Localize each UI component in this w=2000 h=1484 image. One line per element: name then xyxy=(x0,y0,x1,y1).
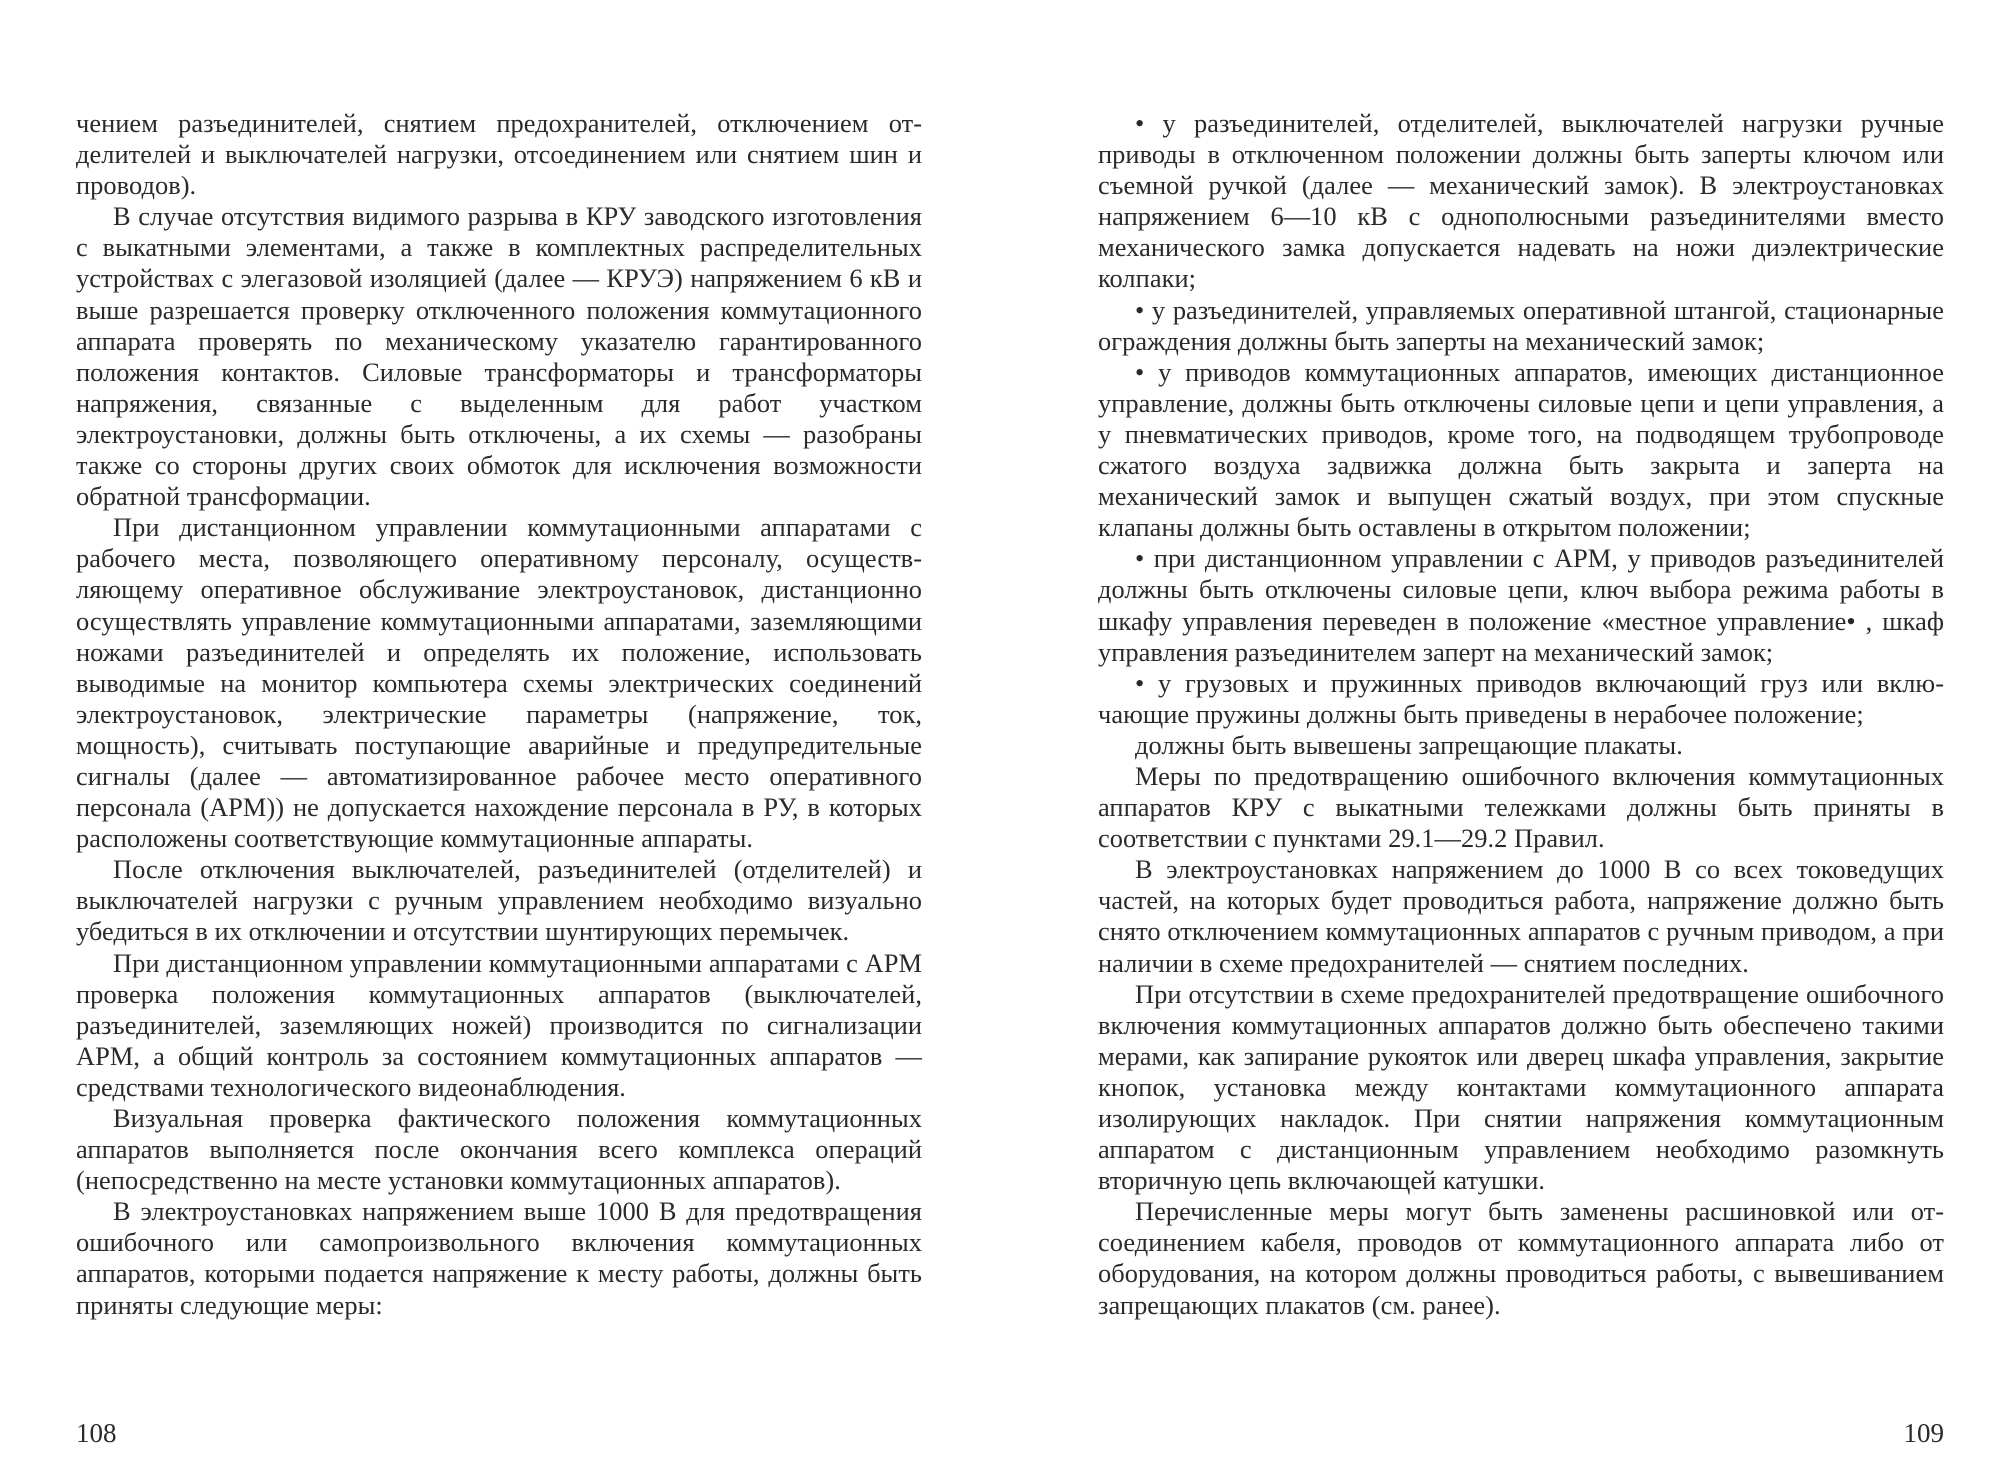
right-page xyxy=(1098,108,1944,1408)
left-paragraph-5: При дистанционном управлении коммутационными аппаратами с АРМ проверка положения коммутационных аппаратов (выключателей, разъединителей, заземляющих ножей) производится по сигнализации АРМ, а общий контроль за состоянием коммутационных аппаратов — средствами технологического видеонаблюдения. xyxy=(76,947,922,1102)
right-paragraph-9: При отсутствии в схеме предохранителей предотвращение ошибочного включения коммутационных аппаратов должно быть обеспечено такими мерами, как запирание рукояток или дверец шкафа управления, закрытие кнопок, установка между контактами коммутационного аппарата изолирующих накладок. При снятии напряжения коммутационным аппаратом с дистанционным управлением необходимо разомкнуть вторичную цепь включающей катушки. xyxy=(1098,978,1944,1196)
left-paragraph-7: В электроустановках напряжением выше 1000 В для предотвращения ошибочного или самопроизвольного включения коммутационных аппаратов, которыми подается напряжение к месту работы, должны быть приняты следующие меры: xyxy=(76,1196,922,1320)
left-paragraph-6: Визуальная проверка фактического положения коммутационных аппаратов выполняется после окончания всего комплекса операций (непосредственно на месте установки коммутационных аппаратов). xyxy=(76,1103,922,1196)
right-page-number: 109 xyxy=(1903,1418,1944,1448)
right-paragraph-6: должны быть вывешены запрещающие плакаты. xyxy=(1135,729,1683,760)
right-paragraph-7: Меры по предотвращению ошибочного включения коммутационных аппаратов КРУ с выкатными тележками должны быть приняты в соответствии с пунктами 29.1—29.2 Правил. xyxy=(1098,760,1944,854)
right-paragraph-1: • у разъединителей, отделителей, выключателей нагрузки ручные приводы в отключенном положении должны быть заперты ключом или съемной ручкой (далее — механический замок). В электроустановках напряжением 6—10 кВ с однополюсными разъединителями вместо механического замка допускается надевать на ножи диэлектрические колпаки; xyxy=(1098,108,1944,294)
right-paragraph-3: • у приводов коммутационных аппаратов, имеющих дистанционное управление, должны быть отключены силовые цепи и цепи управления, а у пневматических приводов, кроме того, на подводящем трубопроводе сжатого воздуха задвижка должна быть закрыта и заперта на механический замок и выпущен сжатый воздух, при этом спускные клапаны должны быть оставлены в открытом положении; xyxy=(1098,356,1944,543)
right-paragraph-8: В электроустановках напряжением до 1000 В со всех токоведущих частей, на которых будет проводиться работа, напряжение должно быть снято отключением коммутационных аппаратов с ручным приводом, а при наличии в схеме предохранителей — снятием последних. xyxy=(1098,854,1944,978)
left-paragraph-3: При дистанционном управлении коммутационными аппаратами с рабочего места, позволяющего оперативному персоналу, осуществляющему оперативное обслуживание электроустановок, дистанционно осуществлять управление коммутационными аппаратами, заземляющими ножами разъединителей и определять их положение, использовать выводимые на монитор компьютера схемы электрических соединений электроустановок, электрические параметры (напряжение, ток, мощность), считывать поступающие аварийные и предупредительные сигналы (далее — автоматизированное рабочее место оперативного персонала (АРМ)) не допускается нахождение персонала в РУ, в которых расположены соответствующие коммутационные аппараты. xyxy=(76,512,922,854)
left-paragraph-1: чением разъединителей, снятием предохранителей, отключением отделителей и выключателей нагрузки, отсоединением или снятием шин и проводов). xyxy=(76,108,922,201)
right-paragraph-10: Перечисленные меры могут быть заменены расшиновкой или отсоединением кабеля, проводов от коммутационного аппарата либо от оборудования, на котором должны проводиться работы, с вывешиванием запрещающих плакатов (см. ранее). xyxy=(1098,1196,1944,1320)
left-page-number: 108 xyxy=(76,1418,117,1448)
right-paragraph-4: • при дистанционном управлении с АРМ, у приводов разъединителей должны быть отключены силовые цепи, ключ выбора режима работы в шкафу управления переведен в положение «местное управление• , шкаф управления разъединителем заперт на механический замок; xyxy=(1098,543,1944,667)
left-paragraph-4: После отключения выключателей, разъединителей (отделителей) и выключателей нагрузки с ручным управлением необходимо визуально убедиться в их отключении и отсутствии шунтирующих перемычек. xyxy=(76,854,922,947)
right-paragraph-5: • у грузовых и пружинных приводов включающий груз или включающие пружины должны быть приведены в нерабочее положение; xyxy=(1098,667,1944,729)
left-paragraph-2: В случае отсутствия видимого разрыва в КРУ заводского изготовления с выкатными элементами, а также в комплектных распределительных устройствах с элегазовой изоляцией (далее — КРУЭ) напряжением 6 кВ и выше разрешается проверку отключенного положения коммутационного аппарата проверять по механическому указателю гарантированного положения контактов. Силовые трансформаторы и трансформаторы напряжения, связанные с выделенным для работ участком электроустановки, должны быть отключены, а их схемы — разобраны также со стороны других своих обмоток для исключения возможности обратной трансформации. xyxy=(76,201,922,512)
right-paragraph-2: • у разъединителей, управляемых оперативной штангой, стационарные ограждения должны быть заперты на механический замок; xyxy=(1098,294,1944,356)
left-page xyxy=(76,108,922,1408)
